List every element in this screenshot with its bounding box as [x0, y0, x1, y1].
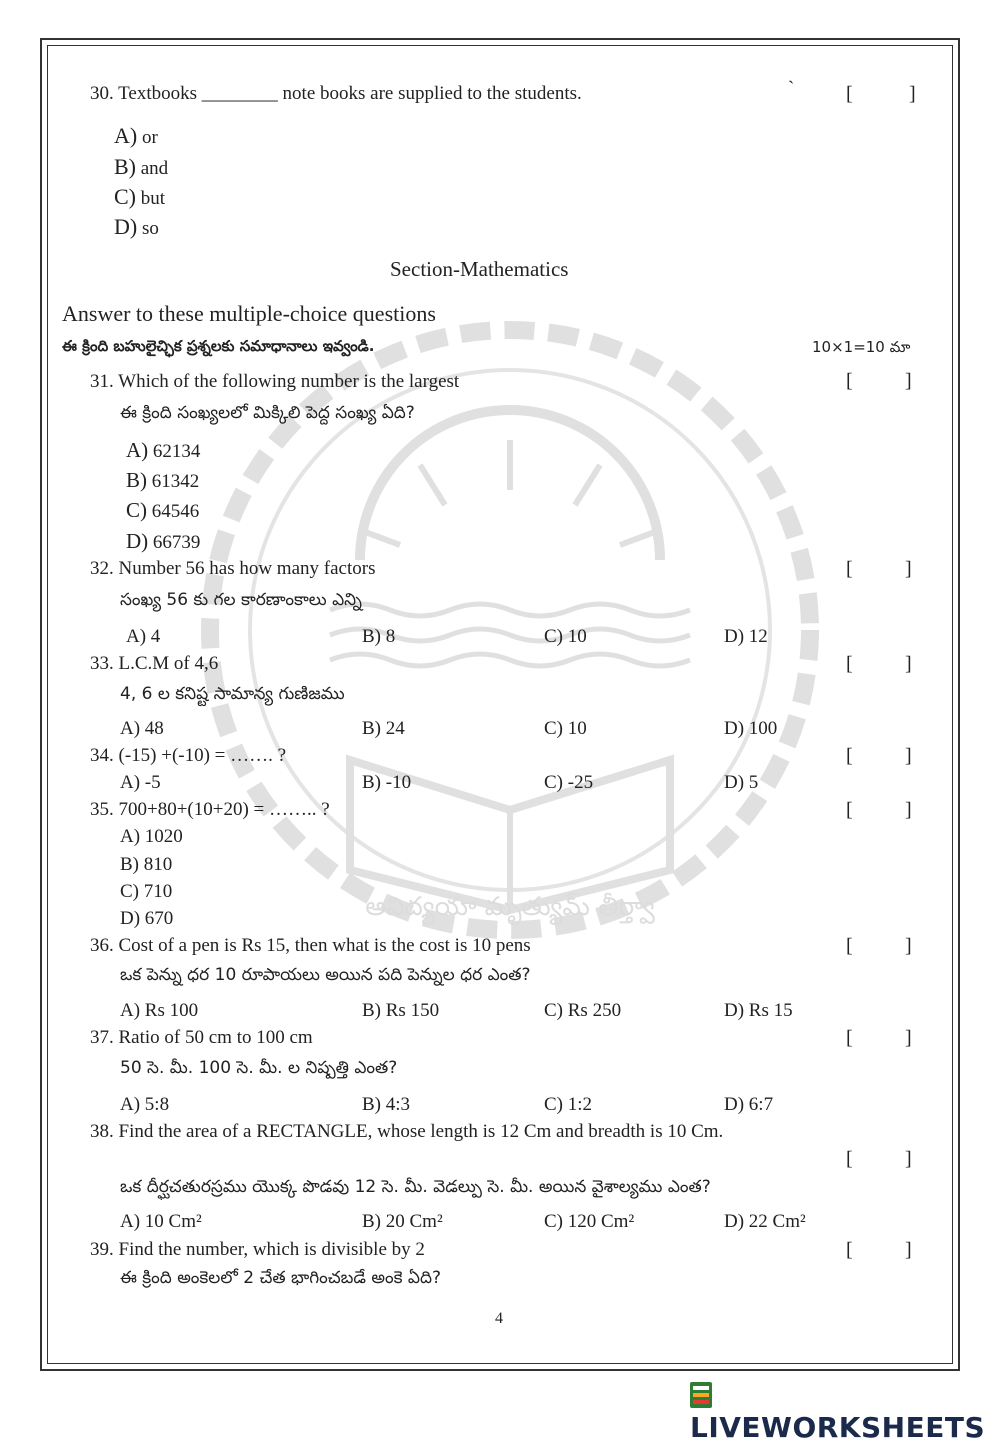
option-value: and: [140, 158, 169, 179]
option-letter: D): [126, 529, 149, 553]
q33-option-b[interactable]: B) 24: [362, 718, 405, 739]
q32-bracket-open[interactable]: [: [846, 558, 853, 580]
q36-bracket-close[interactable]: ]: [905, 935, 912, 957]
q37-bracket-close[interactable]: ]: [905, 1027, 912, 1049]
q32-option-c[interactable]: C) 10: [544, 626, 587, 647]
option-value: 64546: [151, 501, 200, 522]
option-letter: B): [114, 154, 136, 179]
q38-telugu: ఒక దీర్ఘచతురస్రము యొక్క పొడవు 12 సె. మీ. వెడల్పు సె. మీ. అయిన వైశాల్యము ఎంత?: [120, 1177, 711, 1197]
q38-bracket-close[interactable]: ]: [905, 1148, 912, 1170]
q37-option-a[interactable]: A) 5:8: [120, 1094, 170, 1115]
q35-bracket-close[interactable]: ]: [905, 799, 912, 821]
q34-option-a[interactable]: A) -5: [120, 772, 161, 793]
brand-name: LIVEWORKSHEETS: [690, 1411, 986, 1444]
q38-option-a[interactable]: A) 10 Cm²: [120, 1211, 202, 1232]
q33-telugu: 4, 6 ల కనిష్ట సామాన్య గుణిజము: [120, 684, 345, 704]
q32-telugu: సంఖ్య 56 కు గల కారణాంకాలు ఎన్ని: [120, 590, 362, 610]
q31-option-b[interactable]: [126, 468, 199, 493]
q32-text: 32. Number 56 has how many factors: [90, 558, 376, 579]
option-letter: A): [126, 438, 149, 462]
q36-option-d[interactable]: D) Rs 15: [724, 1000, 793, 1021]
option-letter: C): [126, 498, 147, 522]
q37-bracket-open[interactable]: [: [846, 1027, 853, 1049]
q35-text: 35. 700+80+(10+20) = …….. ?: [90, 799, 330, 820]
q35-option-d[interactable]: D) 670: [120, 908, 174, 929]
q36-telugu: ఒక పెన్ను ధర 10 రూపాయలు అయిన పది పెన్నుల ధర ఎంత?: [120, 965, 531, 985]
q30-answer-bracket-close[interactable]: ]: [909, 83, 916, 105]
q33-option-a[interactable]: A) 48: [120, 718, 164, 739]
q34-option-d[interactable]: D) 5: [724, 772, 759, 793]
instruction-english: Answer to these multiple-choice questions: [62, 301, 436, 326]
option-letter: C): [114, 184, 136, 209]
liveworksheets-logo[interactable]: [690, 1378, 1000, 1444]
q31-option-a[interactable]: [126, 438, 200, 463]
q30-option-c[interactable]: [114, 184, 165, 210]
q39-text: 39. Find the number, which is divisible by 2: [90, 1239, 425, 1260]
q37-option-d[interactable]: D) 6:7: [724, 1094, 774, 1115]
q35-option-b[interactable]: B) 810: [120, 854, 173, 875]
option-letter: D): [114, 214, 138, 239]
option-letter: B): [126, 468, 147, 492]
q34-option-c[interactable]: C) -25: [544, 772, 594, 793]
q32-option-a[interactable]: A) 4: [126, 626, 161, 647]
q35-bracket-open[interactable]: [: [846, 799, 853, 821]
option-letter: A): [114, 123, 138, 148]
q36-bracket-open[interactable]: [: [846, 935, 853, 957]
q35-option-c[interactable]: C) 710: [120, 881, 173, 902]
q39-telugu: ఈ క్రింది అంకెలలో 2 చేత భాగించబడే అంకె ఏది?: [120, 1268, 442, 1288]
q37-text: 37. Ratio of 50 cm to 100 cm: [90, 1027, 313, 1048]
instruction-telugu: ఈ క్రింది బహులైచ్ఛిక ప్రశ్నలకు సమాధానాలు ఇవ్వండి.: [62, 337, 375, 355]
q37-telugu: 50 సె. మీ. 100 సె. మీ. ల నిష్పత్తి ఎంత?: [120, 1058, 398, 1078]
q37-option-c[interactable]: C) 1:2: [544, 1094, 593, 1115]
q31-option-d[interactable]: [126, 529, 200, 554]
q38-option-c[interactable]: C) 120 Cm²: [544, 1211, 635, 1232]
q38-option-b[interactable]: B) 20 Cm²: [362, 1211, 443, 1232]
q31-option-c[interactable]: [126, 498, 199, 523]
q39-bracket-close[interactable]: ]: [905, 1239, 912, 1261]
q30-text: 30. Textbooks ________ note books are supplied to the students.: [90, 83, 582, 104]
q31-telugu: ఈ క్రింది సంఖ్యలలో మిక్కిలి పెద్ద సంఖ్య ఏది?: [120, 403, 415, 423]
q34-text: 34. (-15) +(-10) = ……. ?: [90, 745, 287, 766]
q34-bracket-open[interactable]: [: [846, 745, 853, 767]
option-value: but: [140, 188, 166, 209]
q37-option-b[interactable]: B) 4:3: [362, 1094, 411, 1115]
q33-option-c[interactable]: C) 10: [544, 718, 587, 739]
q30-tick: `: [788, 78, 795, 99]
q36-option-b[interactable]: B) Rs 150: [362, 1000, 440, 1021]
q30-option-a[interactable]: [114, 123, 158, 149]
q35-option-a[interactable]: A) 1020: [120, 826, 183, 847]
q38-bracket-open[interactable]: [: [846, 1148, 853, 1170]
q31-bracket-close[interactable]: ]: [905, 370, 912, 392]
q33-option-d[interactable]: D) 100: [724, 718, 778, 739]
q32-option-d[interactable]: D) 12: [724, 626, 768, 647]
q32-option-b[interactable]: B) 8: [362, 626, 396, 647]
option-value: 66739: [152, 532, 201, 553]
q31-text: 31. Which of the following number is the largest: [90, 371, 460, 392]
q34-bracket-close[interactable]: ]: [905, 745, 912, 767]
q33-text: 33. L.C.M of 4,6: [90, 653, 219, 674]
option-value: so: [141, 218, 159, 239]
q33-bracket-open[interactable]: [: [846, 653, 853, 675]
section-title: Section-Mathematics: [390, 257, 569, 281]
marks-label: 10×1=10 మా: [812, 338, 911, 356]
q39-bracket-open[interactable]: [: [846, 1239, 853, 1261]
page-number: 4: [495, 1310, 503, 1327]
option-value: 62134: [152, 441, 201, 462]
q32-bracket-close[interactable]: ]: [905, 558, 912, 580]
q31-bracket-open[interactable]: [: [846, 370, 853, 392]
watermark-motto: అవిద్యయా మృత్యుమ్ తీర్త్వా: [365, 892, 655, 922]
option-value: or: [141, 127, 158, 148]
q30-option-b[interactable]: [114, 154, 168, 180]
q34-option-b[interactable]: B) -10: [362, 772, 412, 793]
q30-option-d[interactable]: [114, 214, 159, 240]
q36-option-a[interactable]: A) Rs 100: [120, 1000, 199, 1021]
q38-option-d[interactable]: D) 22 Cm²: [724, 1211, 806, 1232]
liveworksheets-badge-icon: [690, 1382, 712, 1408]
q33-bracket-close[interactable]: ]: [905, 653, 912, 675]
q38-text: 38. Find the area of a RECTANGLE, whose length is 12 Cm and breadth is 10 Cm.: [90, 1121, 724, 1142]
option-value: 61342: [151, 471, 200, 492]
q36-text: 36. Cost of a pen is Rs 15, then what is the cost is 10 pens: [90, 935, 531, 956]
q30-answer-bracket-open[interactable]: [: [846, 83, 853, 105]
q36-option-c[interactable]: C) Rs 250: [544, 1000, 622, 1021]
